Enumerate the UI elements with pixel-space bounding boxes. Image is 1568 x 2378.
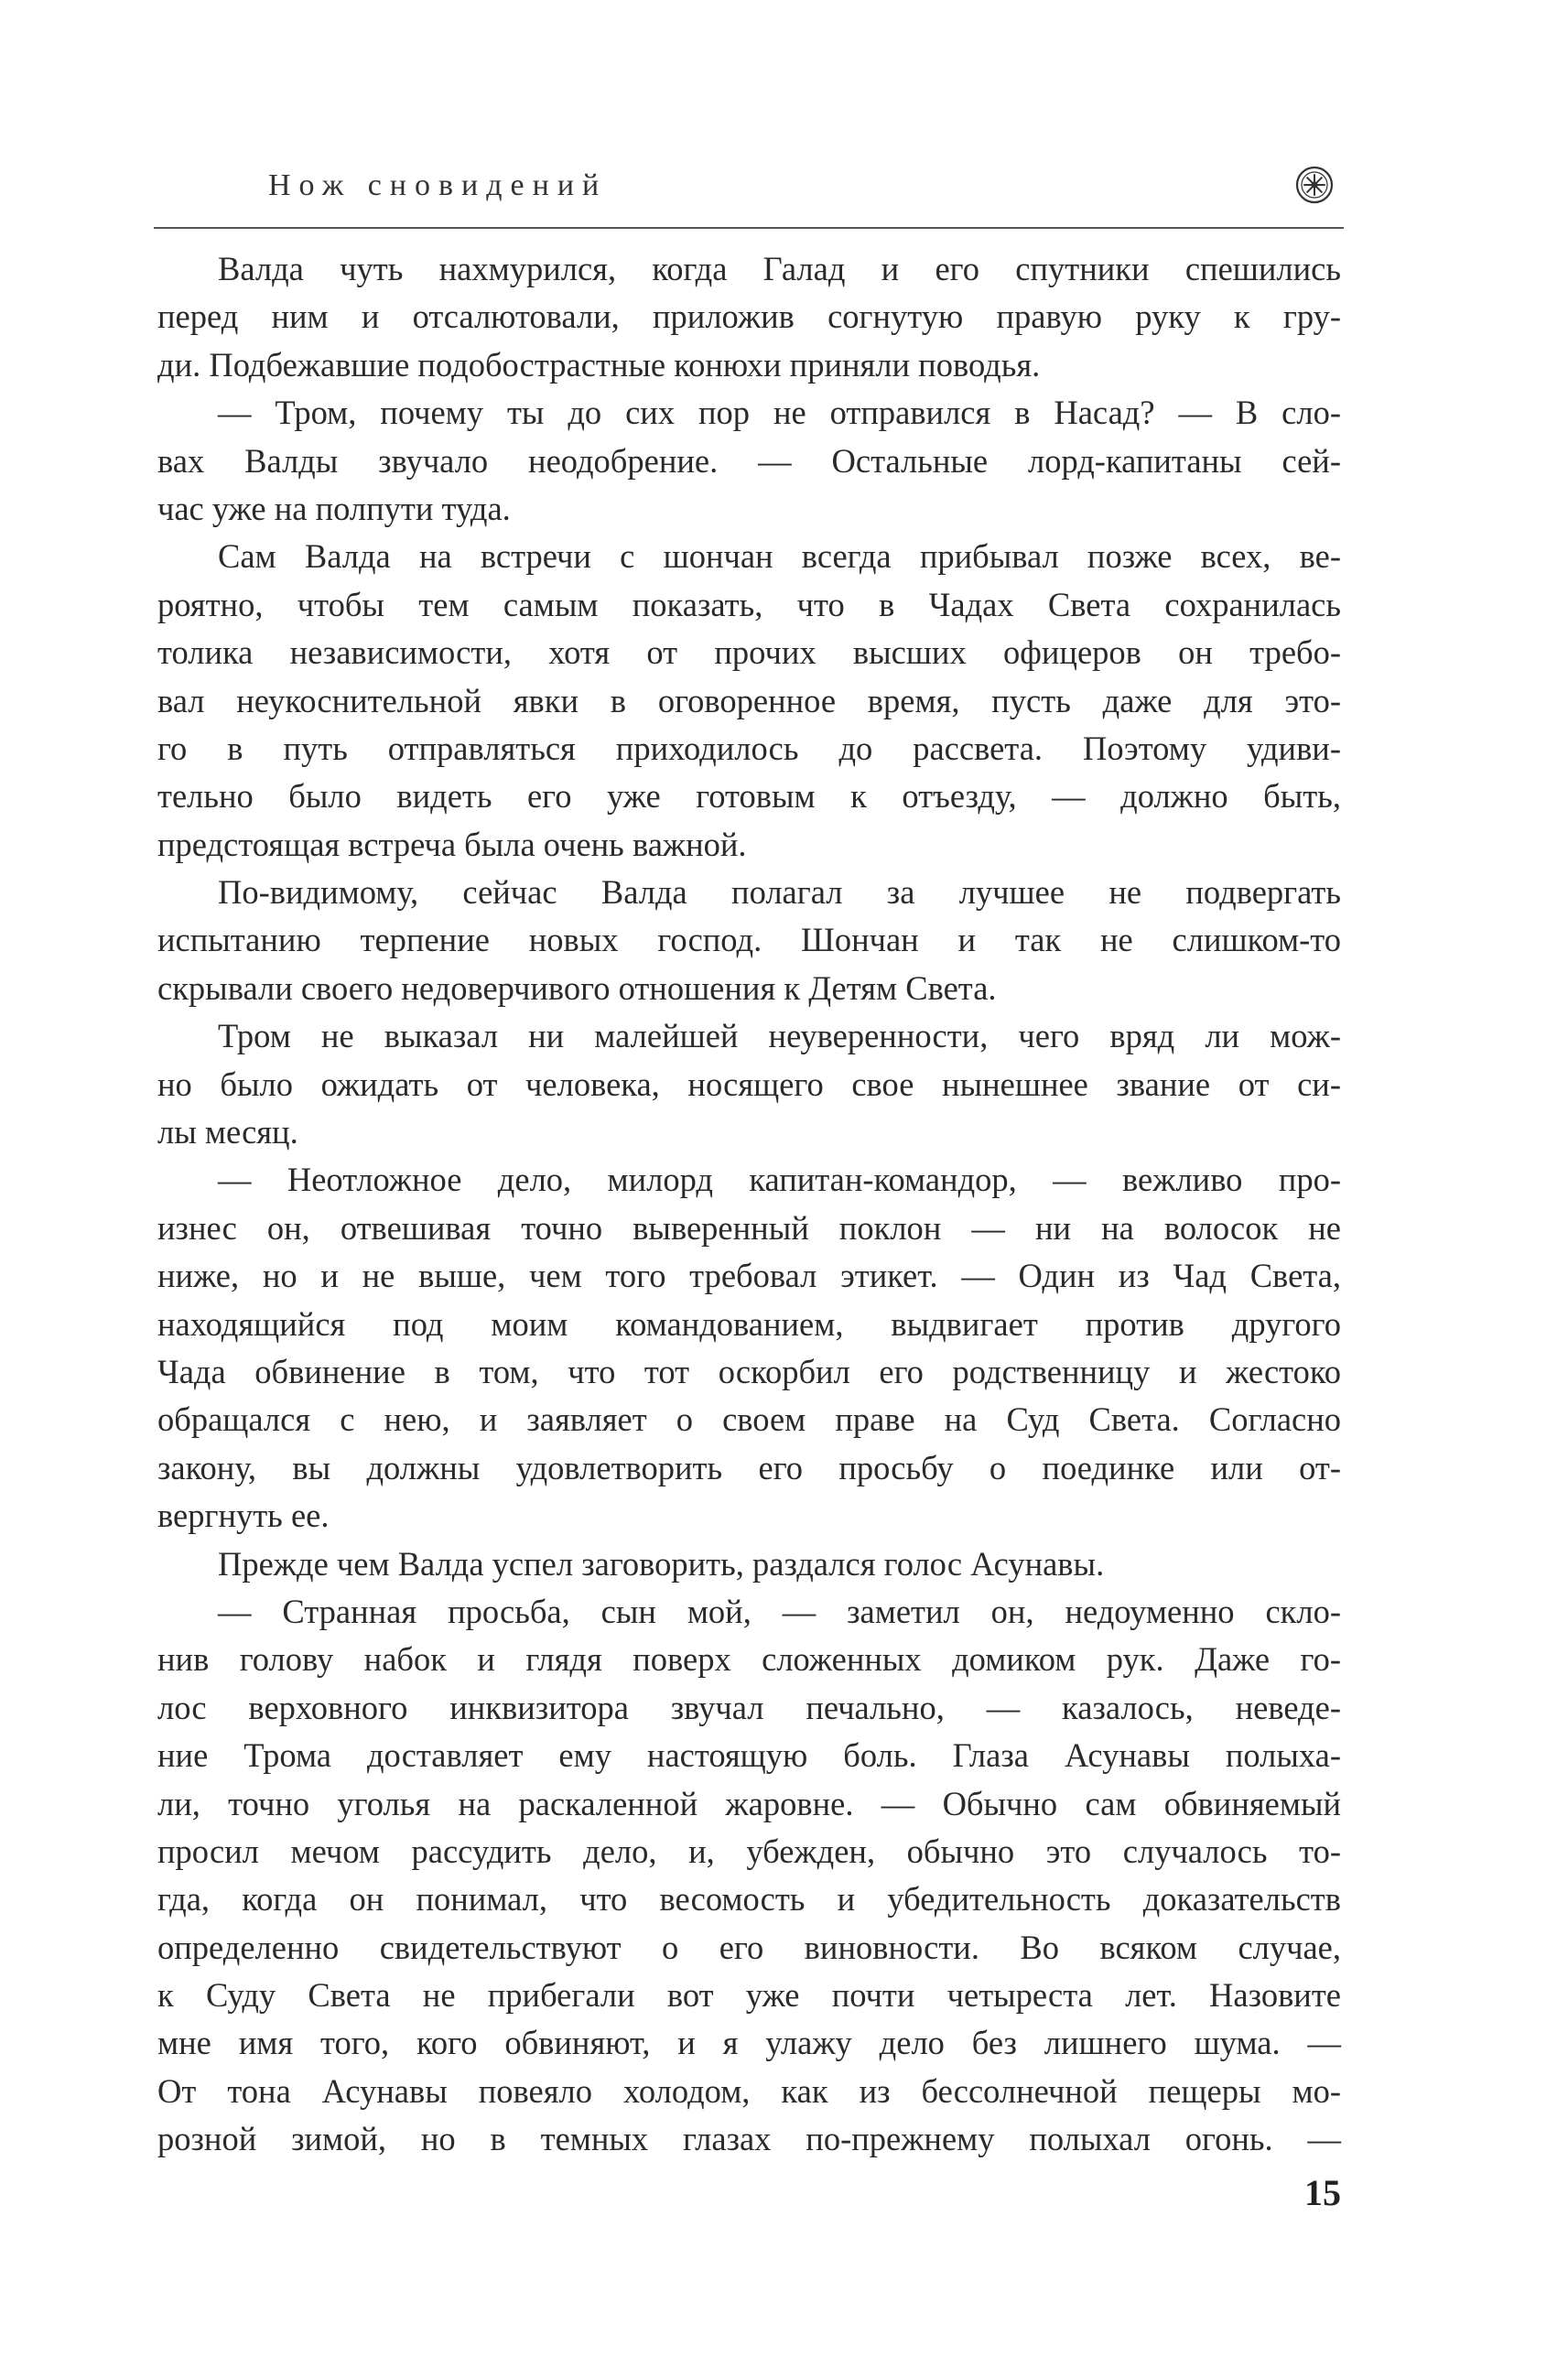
text-line: толика независимости, хотя от прочих высших офицеров он требо-	[157, 633, 1341, 672]
text-line: лы месяц.	[157, 1113, 298, 1151]
text-line: лос верховного инквизитора звучал печально, — казалось, неведе-	[157, 1688, 1341, 1726]
text-line: гда, когда он понимал, что весомость и убедительность доказательств	[157, 1880, 1341, 1919]
text-line: — Неотложное дело, милорд капитан-командор, — вежливо про-	[218, 1161, 1341, 1199]
text-line: изнес он, отвешивая точно выверенный поклон — ни на волосок не	[157, 1208, 1341, 1247]
text-line: нив голову набок и глядя поверх сложенных домиком рук. Даже го-	[157, 1640, 1341, 1679]
text-line: роятно, чтобы тем самым показать, что в Чадах Света сохранилась	[157, 585, 1341, 623]
text-line: Чада обвинение в том, что тот оскорбил его родственницу и жестоко	[157, 1352, 1341, 1390]
text-line: вал неукоснительной явки в оговоренное время, пусть даже для это-	[157, 681, 1341, 719]
text-line: ние Трома доставляет ему настоящую боль. Глаза Асунавы полыха-	[157, 1736, 1341, 1775]
text-line: перед ним и отсалютовали, приложив согнутую правую руку к гру-	[157, 297, 1341, 336]
text-line: ли, точно уголья на раскаленной жаровне. — Обычно сам обвиняемый	[157, 1784, 1341, 1822]
text-line: ди. Подбежавшие подобострастные конюхи приняли поводья.	[157, 345, 1041, 384]
text-line: закону, вы должны удовлетворить его просьбу о поединке или от-	[157, 1448, 1341, 1486]
text-line: По-видимому, сейчас Валда полагал за лучшее не подвергать	[218, 873, 1341, 912]
text-line: мне имя того, кого обвиняют, и я улажу дело без лишнего шума. —	[157, 2024, 1341, 2062]
page-number: 15	[1304, 2172, 1341, 2213]
text-line: предстоящая встреча была очень важной.	[157, 825, 747, 863]
text-line: — Тром, почему ты до сих пор не отправился в Насад? — В сло-	[218, 394, 1341, 432]
text-line: испытанию терпение новых господ. Шончан и так не слишком-то	[157, 921, 1341, 959]
text-line: розной зимой, но в темных глазах по-прежнему полыхал огонь. —	[157, 2120, 1341, 2158]
text-line: Валда чуть нахмурился, когда Галад и его спутники спешились	[218, 250, 1341, 287]
text-line: — Странная просьба, сын мой, — заметил он, недоуменно скло-	[218, 1592, 1341, 1630]
text-line: вергнуть ее.	[157, 1497, 330, 1535]
text-line: но было ожидать от человека, носящего свое нынешнее звание от си-	[157, 1065, 1341, 1103]
text-line: определенно свидетельствуют о его виновности. Во всяком случае,	[157, 1928, 1341, 1966]
body-text	[157, 245, 1341, 2164]
text-line: час уже на полпути туда.	[157, 489, 511, 527]
text-line: к Суду Света не прибегали вот уже почти четыреста лет. Назовите	[157, 1976, 1341, 2015]
running-header	[154, 156, 1344, 229]
running-title: Нож сновидений	[268, 168, 608, 202]
text-line: тельно было видеть его уже готовым к отъезду, — должно быть,	[157, 777, 1341, 816]
text-line: ниже, но и не выше, чем того требовал этикет. — Один из Чад Света,	[157, 1257, 1341, 1295]
text-line: Тром не выказал ни малейшей неуверенности, чего вряд ли мож-	[218, 1017, 1341, 1055]
text-line: обращался с нею, и заявляет о своем праве на Суд Света. Согласно	[157, 1400, 1341, 1439]
text-line: Сам Валда на встречи с шончан всегда прибывал позже всех, ве-	[218, 537, 1341, 576]
text-line: находящийся под моим командованием, выдвигает против другого	[157, 1304, 1341, 1343]
text-line: просил мечом рассудить дело, и, убежден, обычно это случалось то-	[157, 1832, 1341, 1870]
flower-ornament-icon	[1294, 165, 1335, 205]
text-line: Прежде чем Валда успел заговорить, раздался голос Асунавы.	[218, 1544, 1105, 1583]
text-line: скрывали своего недоверчивого отношения к Детям Света.	[157, 968, 997, 1007]
text-line: го в путь отправляться приходилось до рассвета. Поэтому удиви-	[157, 729, 1341, 767]
text-line: вах Валды звучало неодобрение. — Остальные лорд-капитаны сей-	[157, 441, 1341, 480]
text-line: От тона Асунавы повеяло холодом, как из бессолнечной пещеры мо-	[157, 2071, 1341, 2110]
